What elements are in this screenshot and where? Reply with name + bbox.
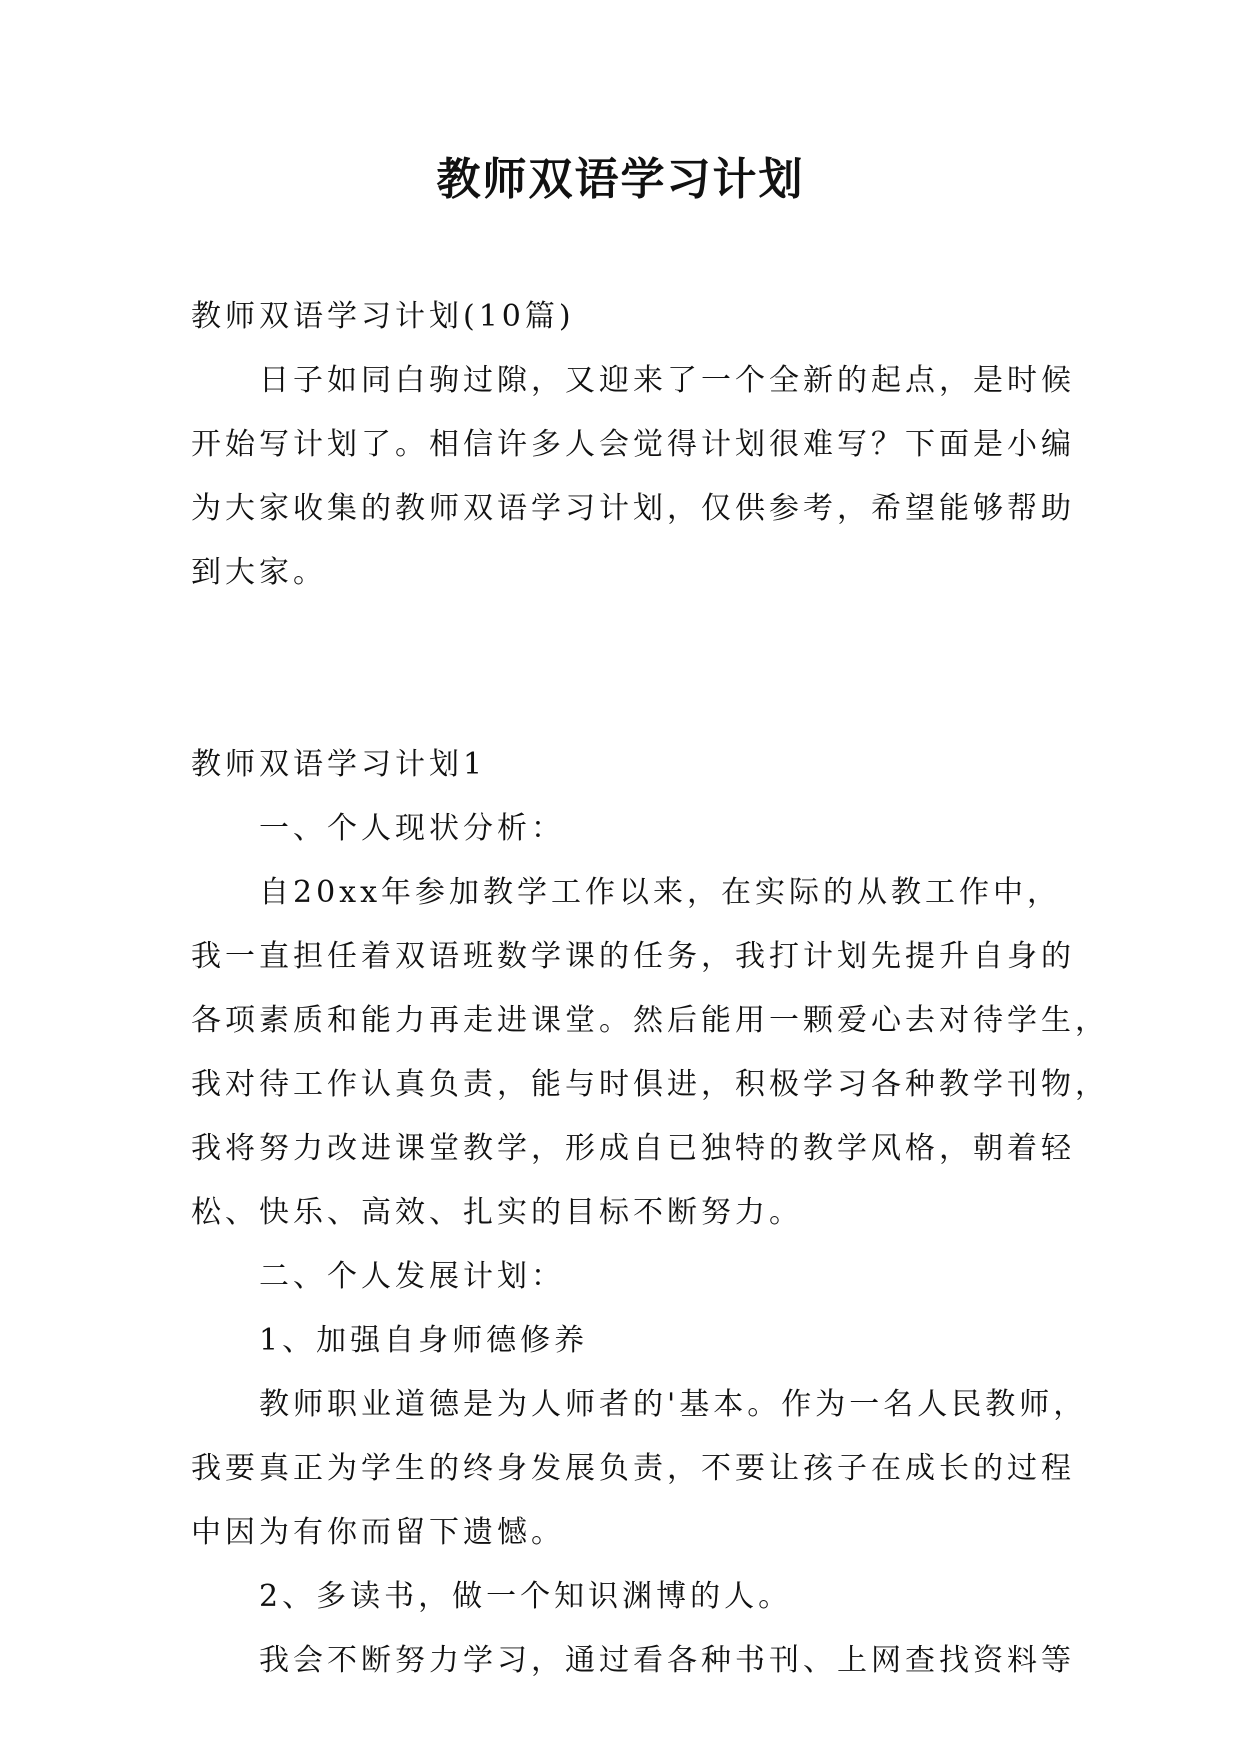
subheading-status-analysis: 一、个人现状分析： <box>259 811 565 846</box>
paragraph-line: 我将努力改进课堂教学，形成自已独特的教学风格，朝着轻 <box>191 1131 1075 1166</box>
paragraph-line: 我要真正为学生的终身发展负责，不要让孩子在成长的过程 <box>191 1451 1075 1486</box>
paragraph-line: 自20xx年参加教学工作以来，在实际的从教工作中， <box>259 875 1062 910</box>
document-body <box>191 285 1109 1693</box>
subheading-development-plan: 二、个人发展计划： <box>259 1259 565 1294</box>
paragraph-line: 中因为有你而留下遗憾。 <box>191 1515 565 1550</box>
list-item-ethics: 1、加强自身师德修养 <box>259 1323 589 1358</box>
paragraph-gap <box>191 605 1051 733</box>
paragraph-line: 教师职业道德是为人师者的'基本。作为一名人民教师， <box>259 1387 1088 1422</box>
paragraph-line: 我一直担任着双语班数学课的任务，我打计划先提升自身的 <box>191 939 1075 974</box>
intro-line: 为大家收集的教师双语学习计划，仅供参考，希望能够帮助 <box>191 491 1075 526</box>
section-heading: 教师双语学习计划1 <box>191 747 487 782</box>
intro-heading: 教师双语学习计划(10篇) <box>191 299 575 334</box>
list-item-reading: 2、多读书，做一个知识渊博的人。 <box>259 1579 793 1614</box>
paragraph-line: 各项素质和能力再走进课堂。然后能用一颗爱心去对待学生， <box>191 1003 1109 1038</box>
intro-line: 到大家。 <box>191 555 327 590</box>
intro-line: 日子如同白驹过隙，又迎来了一个全新的起点，是时候 <box>259 363 1075 398</box>
paragraph-line: 我会不断努力学习，通过看各种书刊、上网查找资料等 <box>259 1643 1075 1678</box>
paragraph-line: 我对待工作认真负责，能与时俱进，积极学习各种教学刊物， <box>191 1067 1109 1102</box>
intro-line: 开始写计划了。相信许多人会觉得计划很难写？下面是小编 <box>191 427 1075 462</box>
document-title: 教师双语学习计划 <box>436 154 805 205</box>
paragraph-line: 松、快乐、高效、扎实的目标不断努力。 <box>191 1195 803 1230</box>
